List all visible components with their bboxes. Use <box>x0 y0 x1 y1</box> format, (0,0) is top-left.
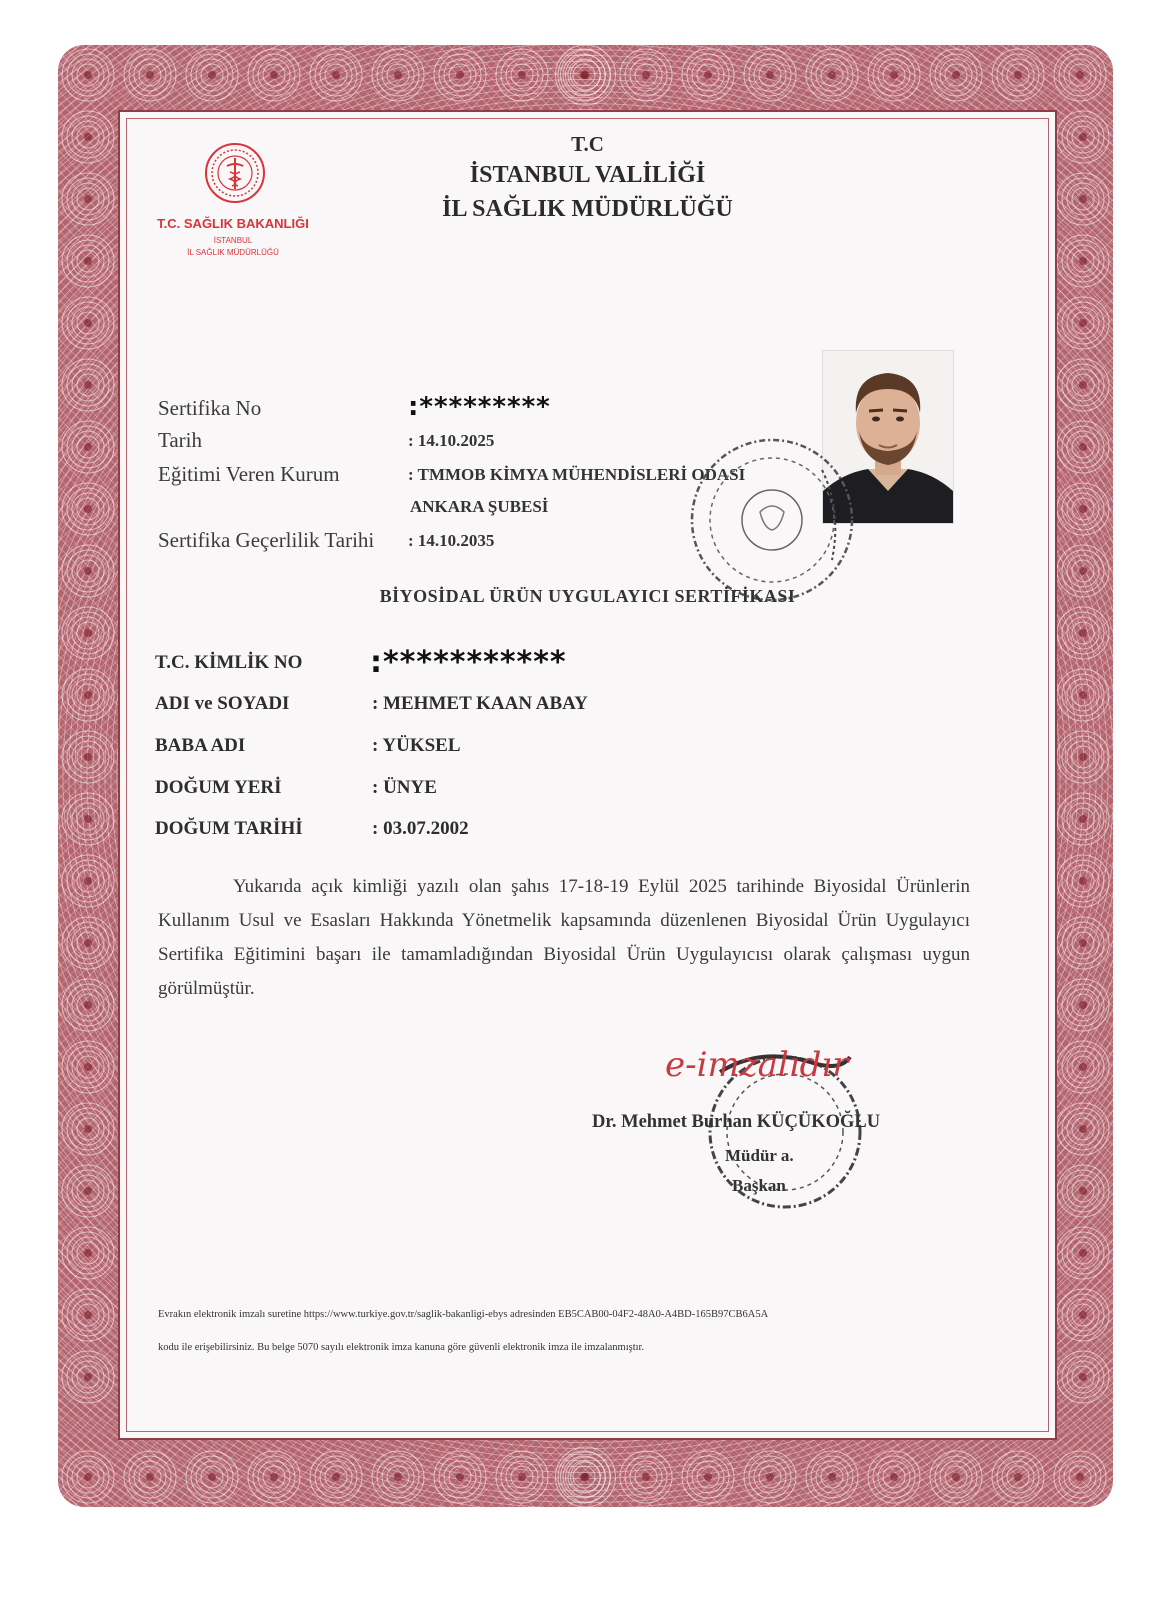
logo-subtitle-directorate: İL SAĞLIK MÜDÜRLÜĞÜ <box>187 248 279 257</box>
info-label-date: Tarih <box>158 428 203 452</box>
id-value-birthplace: : ÜNYE <box>372 777 437 798</box>
id-value-name: : MEHMET KAAN ABAY <box>372 693 588 714</box>
info-value-institution: : TMMOB KİMYA MÜHENDİSLERİ ODASI <box>408 465 746 484</box>
certificate-title: BİYOSİDAL ÜRÜN UYGULAYICI SERTİFİKASI <box>379 586 796 606</box>
footer-legal-line: kodu ile erişebilirsiniz. Bu belge 5070 sayılı elektronik imza kanuna göre güvenli elektronik imza ile imzalanmıştır. <box>158 1342 645 1353</box>
certificate-statement: Yukarıda açık kimliği yazılı olan şahıs 17-18-19 Eylül 2025 tarihinde Biyosidal Ürünlerin Kullanım Usul ve Esasları Hakkında Yönetmelik kapsamında düzenlenen Biyosidal Ürün Uygulayıcı Sertifika Eğitimini başarı ile tamamladığından Biyosidal Ürün Uygulayıcısı olarak çalışması uygun görülmüştür. <box>158 876 970 999</box>
info-value-date: : 14.10.2025 <box>408 431 495 450</box>
signatory-name: Dr. Mehmet Burhan KÜÇÜKOĞLU <box>592 1112 881 1132</box>
id-value-birthdate: : 03.07.2002 <box>372 818 469 839</box>
signatory-title: Başkan <box>732 1176 786 1195</box>
info-value-validity: : 14.10.2035 <box>408 531 495 550</box>
id-value-national-id: :*********** <box>370 645 567 680</box>
logo-title: T.C. SAĞLIK BAKANLIĞI <box>157 216 309 231</box>
info-label-validity: Sertifika Geçerlilik Tarihi <box>158 528 375 552</box>
id-label-birthdate: DOĞUM TARİHİ <box>155 818 303 839</box>
header-tc: T.C <box>571 132 604 156</box>
logo-subtitle-city: İSTANBUL <box>213 236 253 245</box>
certificate-page <box>118 110 1057 1440</box>
id-label-name: ADI ve SOYADI <box>155 693 290 714</box>
footer-verification-line: Evrakın elektronik imzalı suretine https://www.turkiye.gov.tr/saglik-bakanligi-ebys adresinden EB5CAB00-04F2-48A0-A4BD-165B97CB6A5A <box>158 1309 769 1320</box>
info-label-institution: Eğitimi Veren Kurum <box>158 462 340 486</box>
header-governorship: İSTANBUL VALİLİĞİ <box>469 162 706 188</box>
e-signature-mark: e-imzalıdır <box>665 1045 849 1085</box>
id-label-father-name: BABA ADI <box>155 735 246 756</box>
id-label-national-id: T.C. KİMLİK NO <box>155 652 303 673</box>
info-value-institution-branch: ANKARA ŞUBESİ <box>410 497 549 516</box>
id-value-father-name: : YÜKSEL <box>372 735 461 756</box>
header-directorate: İL SAĞLIK MÜDÜRLÜĞÜ <box>442 196 733 222</box>
signatory-role: Müdür a. <box>725 1146 794 1165</box>
info-value-cert-no: :********* <box>408 392 551 422</box>
info-label-cert-no: Sertifika No <box>158 396 262 420</box>
official-seal-stamp <box>682 430 862 610</box>
id-label-birthplace: DOĞUM YERİ <box>155 777 282 798</box>
